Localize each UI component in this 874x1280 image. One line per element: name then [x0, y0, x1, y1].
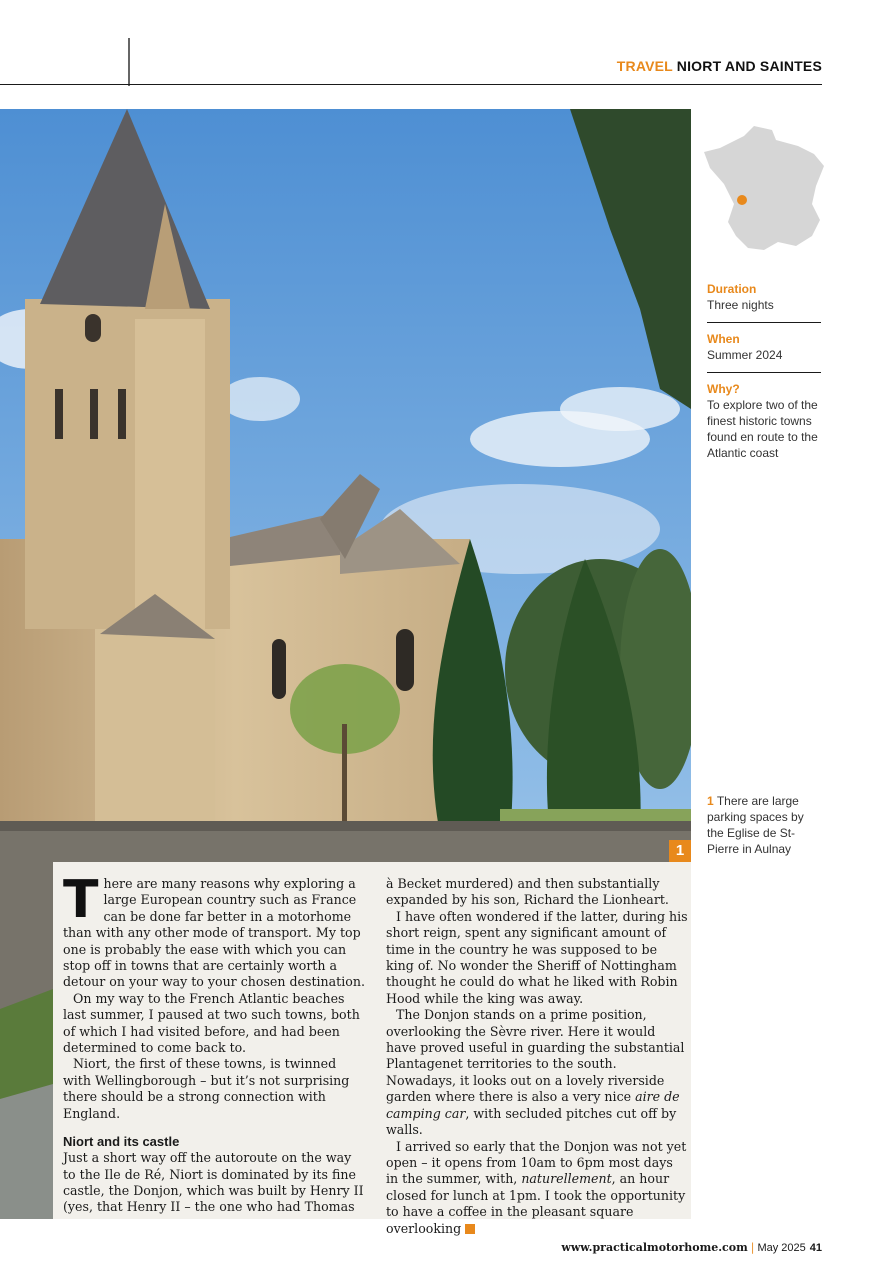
fact-label: Why?	[707, 382, 740, 396]
footer-date: May 2025	[757, 1242, 806, 1254]
france-map-icon	[702, 124, 826, 254]
article-paragraph: I arrived so early that the Donjon was not yet open – it opens from 10am to 6pm most days in the summer, with, naturellement, an hour closed for lunch at 1pm. I took the opportunity to have a coffee in the pleasant square overlooking ▸	[386, 1138, 687, 1236]
section-label: TRAVEL	[616, 58, 673, 74]
article-paragraph: Just a short way off the autoroute on the way to the Ile de Ré, Niort is dominated by its fine castle, the Donjon, which was built by Henry II (yes, that Henry II – the one who had Thomas	[63, 1150, 364, 1215]
trip-facts	[707, 281, 821, 470]
footer-separator: |	[750, 1241, 755, 1254]
photo-caption	[707, 793, 822, 857]
caption-text: There are large parking spaces by the Eglise de St-Pierre in Aulnay	[707, 794, 804, 856]
page-number: 41	[809, 1242, 822, 1254]
photo-number-badge: 1	[669, 840, 691, 862]
article-panel	[53, 862, 691, 1236]
article-paragraph: I have often wondered if the latter, during his short reign, spent any significant amount of time in the country he was supposed to be king of. No wonder the Sheriff of Nottingham thought he could do what he liked with Robin Hood while the king was away.	[386, 908, 688, 1006]
dropcap: T	[63, 870, 99, 930]
fact-when	[707, 322, 821, 372]
article-paragraph: à Becket murdered) and then substantially expanded by his son, Richard the Lionheart.	[386, 876, 669, 908]
article-column-right	[386, 876, 688, 1237]
page-footer	[561, 1241, 822, 1254]
continue-arrow-icon: ▸	[465, 1224, 475, 1234]
fact-label: Duration	[707, 282, 757, 296]
fact-duration	[707, 281, 821, 322]
header-title: NIORT AND SAINTES	[676, 58, 822, 74]
fact-value: Summer 2024	[707, 348, 783, 362]
article-subhead: Niort and its castle	[63, 1134, 180, 1150]
page-header	[617, 58, 822, 74]
article-paragraph: The Donjon stands on a prime position, overlooking the Sèvre river. Here it would have proved useful in guarding the substantial Plantagenet territories to the south. Nowadays, it looks out on a lovely riverside garden where there is also a very nice aire de camping car, with secluded pitches cut off by walls.	[386, 1007, 685, 1138]
fact-label: When	[707, 332, 740, 346]
footer-url[interactable]: www.practicalmotorhome.com	[561, 1241, 748, 1254]
spire-weathervane	[128, 38, 130, 86]
article-paragraph: On my way to the French Atlantic beaches last summer, I paused at two such towns, both of which I had visited before, and had been determined to come back to.	[63, 990, 360, 1056]
article-column-left	[63, 870, 365, 1216]
fact-why	[707, 372, 821, 470]
fact-value: Three nights	[707, 298, 774, 312]
article-paragraph: There are many reasons why exploring a large European country such as France can be done far better in a motorhome than with any other mode of transport. My top one is probably the ease with which you can stop off in towns that are certainly worth a detour on your way to your chosen destination.	[63, 870, 365, 990]
fact-value: To explore two of the finest historic towns found en route to the Atlantic coast	[707, 398, 818, 460]
article-paragraph: Niort, the first of these towns, is twinned with Wellingborough – but it’s not surprising there should be a strong connection with England.	[63, 1056, 350, 1121]
header-rule	[0, 84, 822, 85]
caption-number: 1	[707, 794, 714, 808]
